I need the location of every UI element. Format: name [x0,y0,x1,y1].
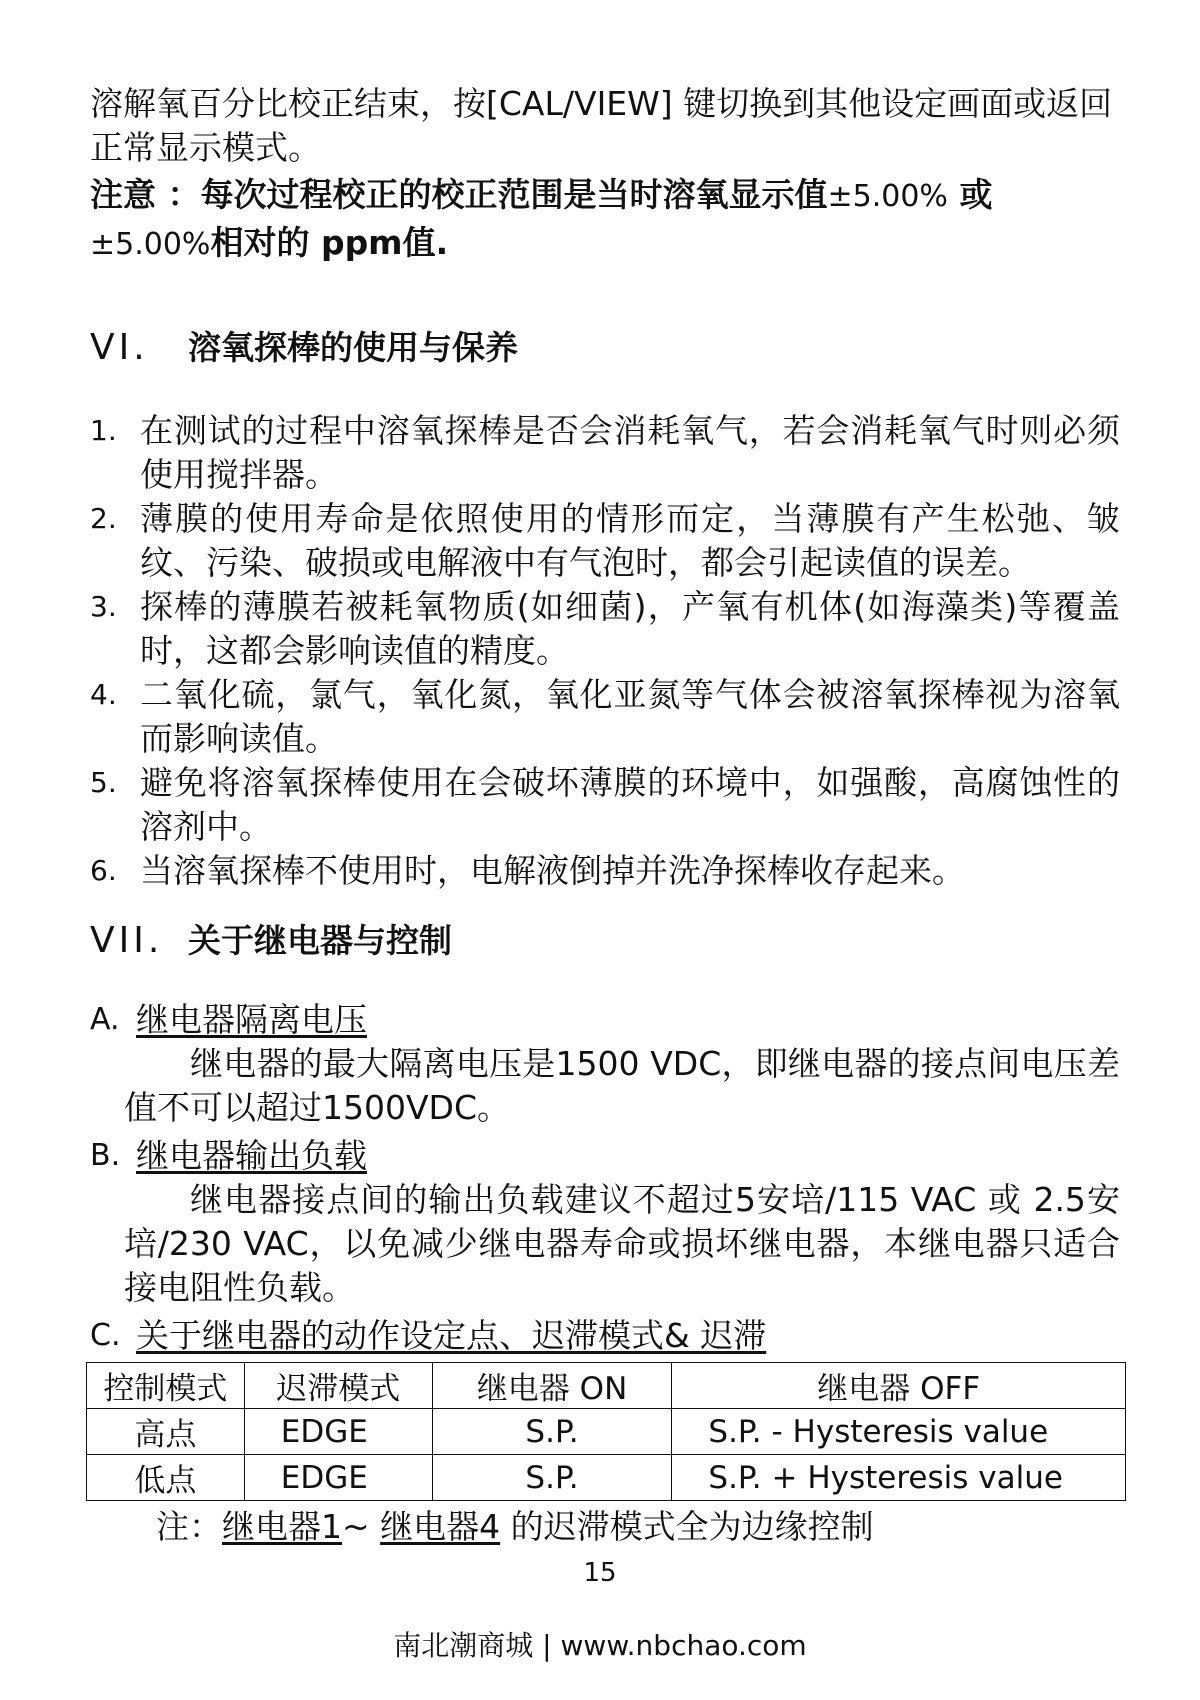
calibration-note [90,172,1120,268]
list-item-number: 1. [90,414,117,447]
subsection-b-title: 继电器输出负载 [136,1136,367,1175]
list-item [90,409,1120,497]
subsection-c-title: 关于继电器的动作设定点、迟滞模式& 迟滞 [136,1316,767,1355]
subsection-c [90,1314,1120,1358]
table-header-cell: 控制模式 [87,1363,245,1409]
list-item-number: 6. [90,854,117,887]
list-item [90,673,1120,761]
footnote-tilde: ~ [342,1507,381,1546]
footnote-prefix: 注： [156,1507,222,1546]
probe-care-list [90,409,1120,893]
table-header-cell: 继电器 OFF [672,1363,1126,1409]
list-item-number: 3. [90,590,117,623]
subsection-a-letter: A. [90,1002,120,1037]
list-item-text: 二氧化硫，氯气，氧化氮，氧化亚氮等气体会被溶氧探棒视为溶氧而影响读值。 [140,675,1120,758]
subsection-a-title: 继电器隔离电压 [136,1000,367,1039]
section-7-number: VII. [90,920,164,961]
table-cell: S.P. [432,1455,672,1501]
section-7-heading [90,915,1120,962]
footnote-relay-1: 继电器1 [222,1507,342,1546]
list-item-number: 2. [90,502,117,535]
list-item-text: 薄膜的使用寿命是依照使用的情形而定，当薄膜有产生松弛、皱纹、污染、破损或电解液中有气泡时，都会引起读值的误差。 [140,499,1120,582]
note-value-1: ±5.00% [827,179,948,214]
section-6-title: 溶氧探棒的使用与保养 [188,328,518,367]
note-value-2: ±5.00% [90,227,211,262]
document-page [90,82,1120,1549]
list-item-text: 探棒的薄膜若被耗氧物质(如细菌)，产氧有机体(如海藻类)等覆盖时，这都会影响读值的精度。 [140,587,1120,670]
note-text-b: 或 [947,175,993,214]
list-item [90,497,1120,585]
list-item-number: 5. [90,766,117,799]
page-number: 15 [583,1558,617,1588]
table-cell: S.P. - Hysteresis value [672,1409,1126,1455]
table-cell: 高点 [87,1409,245,1455]
list-item-text: 避免将溶氧探棒使用在会破坏薄膜的环境中，如强酸，高腐蚀性的溶剂中。 [140,763,1120,846]
table-header-cell: 迟滞模式 [244,1363,432,1409]
intro-paragraph: 溶解氧百分比校正结束，按[CAL/VIEW] 键切换到其他设定画面或返回正常显示模式。 [90,84,1113,167]
list-item [90,761,1120,849]
list-item-number: 4. [90,678,117,711]
list-item-text: 在测试的过程中溶氧探棒是否会消耗氧气，若会消耗氧气时则必须使用搅拌器。 [140,411,1120,494]
list-item-text: 当溶氧探棒不使用时，电解液倒掉并洗净探棒收存起来。 [140,851,965,890]
subsection-b-body: 继电器接点间的输出负载建议不超过5安培/115 VAC 或 2.5安培/230 VAC，以免减少继电器寿命或损坏继电器，本继电器只适合接电阻性负载。 [124,1180,1120,1307]
table-cell: S.P. [432,1409,672,1455]
table-cell: EDGE [244,1409,432,1455]
table-cell: S.P. + Hysteresis value [672,1455,1126,1501]
footnote-relay-4: 继电器4 [380,1507,501,1546]
table-footnote [90,1505,1120,1549]
list-item [90,849,1120,893]
table-cell: EDGE [244,1455,432,1501]
table-row [87,1455,1126,1501]
table-header-cell: 继电器 ON [432,1363,672,1409]
site-footer: 南北潮商城 | www.nbchao.com [393,1629,807,1662]
subsection-b [90,1134,1120,1310]
relay-table [86,1362,1126,1501]
section-7-title: 关于继电器与控制 [188,921,452,960]
subsection-a [90,998,1120,1130]
table-header-row [87,1363,1126,1409]
subsection-a-body: 继电器的最大隔离电压是1500 VDC，即继电器的接点间电压差值不可以超过1500VDC。 [124,1044,1120,1127]
note-text-c: 相对的 ppm值. [210,223,449,262]
footnote-suffix: 的迟滞模式全为边缘控制 [500,1507,874,1546]
table-cell: 低点 [87,1455,245,1501]
list-item [90,585,1120,673]
note-text-a: 注意 ：每次过程校正的校正范围是当时溶氧显示值 [90,175,828,214]
section-6-heading [90,322,1120,369]
section-6-number: VI. [90,327,149,368]
table-row [87,1409,1126,1455]
subsection-c-letter: C. [90,1318,121,1353]
subsection-b-letter: B. [90,1138,121,1173]
